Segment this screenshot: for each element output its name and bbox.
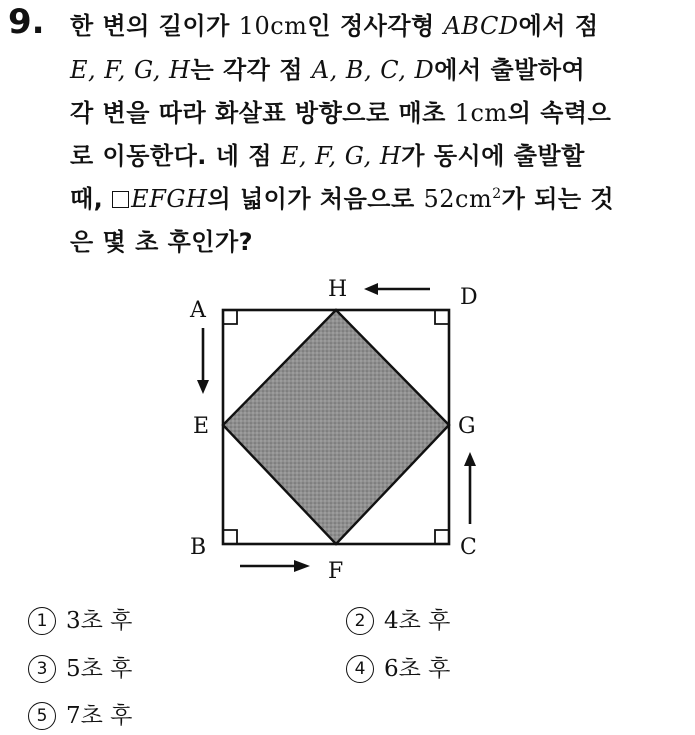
text-segment: 한 변의 길이가 [70, 12, 239, 40]
choice-text: 3초 후 [66, 608, 133, 634]
square-diagram [178, 262, 510, 582]
choice-number: 1 [28, 607, 56, 635]
question-line-4 [70, 136, 670, 171]
unit-text: 10cm [238, 12, 308, 40]
choice-text: 6초 후 [384, 656, 451, 682]
text-segment: 가 되는 것 [501, 185, 615, 213]
question-line-6 [70, 222, 670, 257]
math-text: ABCD [443, 12, 519, 40]
choice-5[interactable] [28, 697, 132, 730]
math-text: E, F, G, H [70, 56, 191, 84]
choice-number: 5 [28, 702, 56, 730]
choice-text: 5초 후 [66, 656, 133, 682]
text-segment: 의 속력으 [507, 99, 612, 127]
text-segment: 은 몇 초 후인가? [70, 228, 254, 256]
label-a: A [190, 298, 206, 323]
choice-1[interactable] [28, 602, 132, 635]
exponent: 2 [492, 186, 502, 202]
label-c: C [460, 535, 477, 560]
text-segment: 로 이동한다. 네 점 [70, 142, 281, 170]
question-number: 9. [8, 2, 45, 42]
unit-text: 52cm [423, 185, 493, 213]
label-h: H [328, 277, 348, 302]
choice-3[interactable] [28, 650, 132, 683]
text-segment: 의 넓이가 처음으로 [207, 185, 424, 213]
choice-text: 7초 후 [66, 703, 133, 729]
math-text: E, F, G, H [280, 142, 402, 170]
choice-text: 4초 후 [384, 608, 451, 634]
text-segment: 에서 점 [518, 12, 599, 40]
text-segment: 가 동시에 출발할 [401, 142, 585, 170]
math-text: EFGH [131, 185, 208, 213]
label-d: D [460, 285, 478, 310]
question-line-1 [70, 6, 670, 41]
choice-2[interactable] [346, 602, 450, 635]
text-segment: 는 각각 점 [190, 56, 312, 84]
question-line-2 [70, 50, 670, 85]
question-line-5 [70, 179, 670, 214]
choice-number: 4 [346, 655, 374, 683]
question-line-3 [70, 93, 670, 128]
unit-text: 1cm [454, 99, 508, 127]
square-symbol-icon [112, 191, 129, 208]
text-segment: 각 변을 따라 화살표 방향으로 매초 [70, 99, 455, 127]
text-segment: 에서 출발하여 [434, 56, 586, 84]
label-b: B [190, 535, 207, 560]
choice-number: 2 [346, 607, 374, 635]
label-e: E [193, 414, 210, 439]
text-segment: 인 정사각형 [307, 12, 444, 40]
label-f: F [328, 559, 344, 582]
text-segment: 때, [70, 185, 113, 213]
math-text: A, B, C, D [311, 56, 435, 84]
label-g: G [458, 414, 476, 439]
choice-4[interactable] [346, 650, 450, 683]
choice-number: 3 [28, 655, 56, 683]
